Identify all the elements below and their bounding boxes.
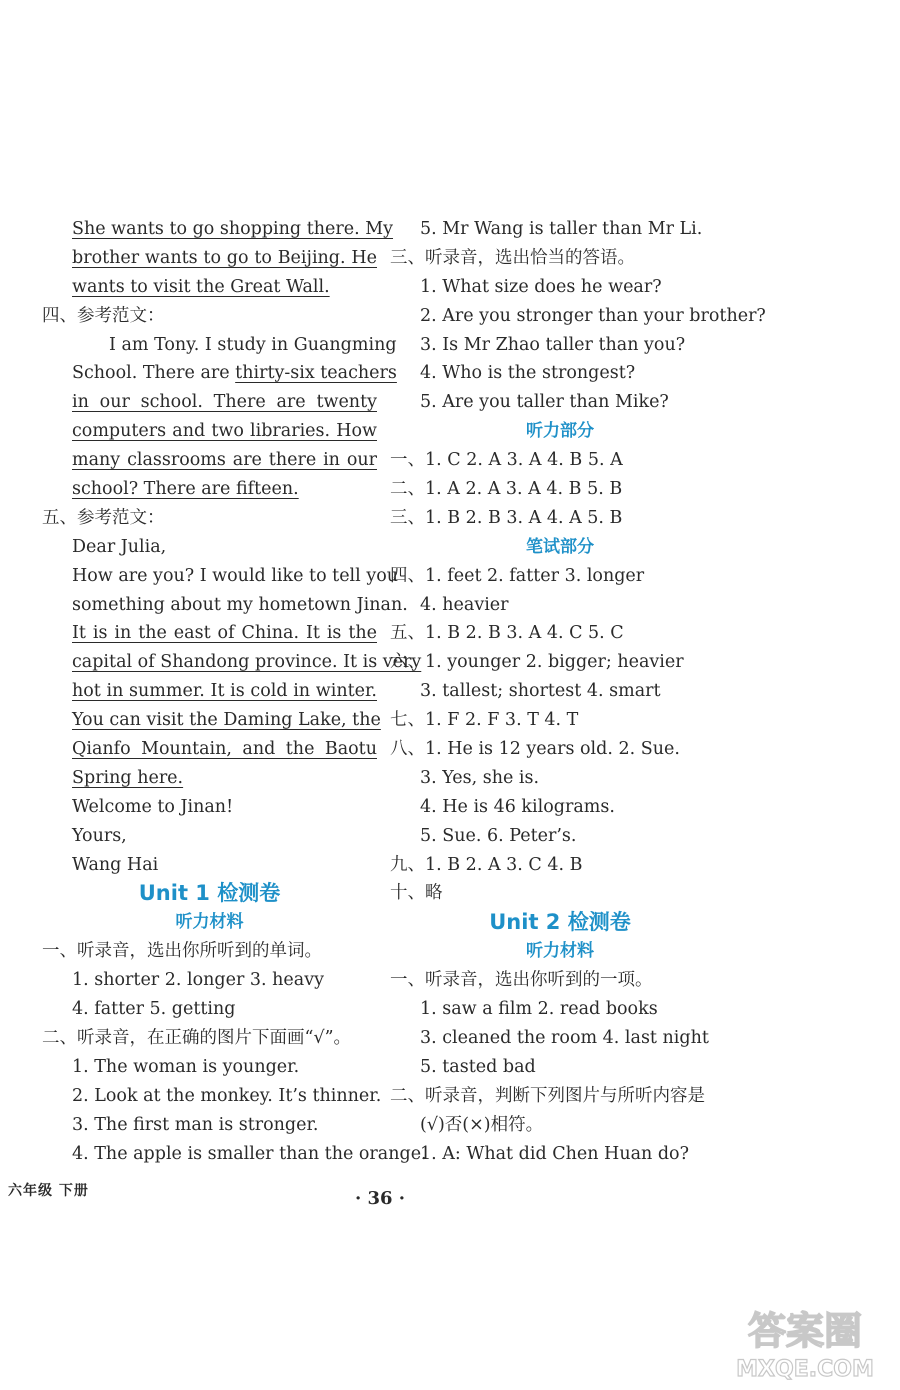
text-line [42,1024,377,1053]
text-line [390,475,730,504]
page-number: · 36 · [354,1188,406,1209]
text-line [390,302,766,331]
text-line [42,995,377,1024]
text-line [42,648,422,677]
line-text: 听力材料 [526,941,594,962]
text-line [42,446,377,475]
grade-label: 六年级 下册 [8,1183,89,1199]
text-line [390,1053,730,1082]
text-line [42,359,397,388]
line-text: Spring here. [72,767,184,788]
line-text: 笔试部分 [526,536,594,557]
line-text: 1. The woman is younger. [72,1056,300,1077]
line-text: 十、略 [390,883,443,904]
line-text: It is in the east of China. It is the [72,623,377,644]
line-text: 4. heavier [420,594,509,615]
text-line [42,331,397,360]
line-text: Dear Julia, [72,536,167,557]
line-text: in our school. There are twenty [72,392,377,413]
text-line [42,937,377,966]
text-line [42,619,377,648]
text-line [390,1024,730,1053]
text-line [42,215,394,244]
line-text: She wants to go shopping there. My [72,219,394,239]
line-text: 五、1. B 2. B 3. A 4. C 5. C [390,623,624,644]
line-text: 3. tallest; shortest 4. smart [420,681,661,702]
line-text: 1. saw a film 2. read books [420,999,658,1020]
line-text: 四、1. feet 2. fatter 3. longer [390,565,645,586]
text-line [42,677,377,706]
line-text: Qianfo Mountain, and the Baotu [72,739,377,760]
text-line [390,591,730,620]
text-line [42,793,377,822]
line-text: 三、听录音，选出恰当的答语。 [390,247,635,268]
text-line [42,475,377,504]
line-text: wants to visit the Great Wall. [72,276,330,297]
line-text: 4. The apple is smaller than the orange. [72,1143,427,1164]
line-text: 4. He is 46 kilograms. [420,796,615,817]
line-text: 二、听录音，判断下列图片与所听内容是 [390,1085,705,1106]
line-text: 九、1. B 2. A 3. C 4. B [390,854,583,875]
line-text: 3. The first man is stronger. [72,1114,319,1135]
text-line [42,302,377,331]
section-subtitle [390,417,730,446]
line-text: How are you? I would like to tell you [72,565,399,586]
line-text: 二、1. A 2. A 3. A 4. B 5. B [390,479,623,500]
line-text: Unit 2 检测卷 [489,910,631,935]
line-text: School. There are [72,363,236,384]
text-line [42,417,377,446]
watermark [720,1302,890,1382]
text-line [390,359,730,388]
line-text: school? There are fifteen. [72,479,299,500]
text-line [390,244,730,273]
text-line [390,1111,730,1140]
text-line [390,995,730,1024]
line-text: 2. Look at the monkey. It’s thinner. [72,1085,382,1106]
line-text: 一、听录音，选出你听到的一项。 [390,970,653,991]
section-subtitle [390,533,730,562]
text-line [42,1053,377,1082]
line-text: 三、1. B 2. B 3. A 4. A 5. B [390,507,623,528]
text-line [42,735,377,764]
line-text: 5. Sue. 6. Peter’s. [420,825,577,846]
text-line [42,1082,382,1111]
line-text: Yours, [72,825,127,846]
text-line [390,851,730,880]
text-line [42,851,377,880]
line-text: 1. shorter 2. longer 3. heavy [72,970,324,991]
line-text: computers and two libraries. How [72,421,377,442]
text-line [390,562,730,591]
line-text: 1. What size does he wear? [420,276,662,297]
line-text: 3. Yes, she is. [420,767,540,788]
text-line [390,388,730,417]
text-line [390,677,730,706]
line-text: 1. A: What did Chen Huan do? [420,1143,689,1164]
line-text: Unit 1 检测卷 [138,881,281,906]
text-line [42,244,377,273]
text-line [42,273,377,302]
text-line [390,215,730,244]
line-text: 5. Are you taller than Mike? [420,392,669,413]
line-text: Wang Hai [72,854,159,875]
watermark-url: MXQE.COM [736,1357,874,1382]
watermark-logo-text: 答案圈 [747,1309,863,1353]
section-subtitle [390,937,730,966]
text-line [390,331,730,360]
text-line [390,793,730,822]
text-line [42,822,377,851]
line-text: 听力材料 [175,912,244,933]
line-text: something about my hometown Jinan. [72,594,408,615]
line-text: 四、参考范文： [42,305,165,326]
underlined-text: thirty-six teachers [235,363,397,384]
text-line [42,706,381,735]
line-text: 六、1. younger 2. bigger; heavier [390,652,684,673]
text-line [390,735,730,764]
line-text: 一、听录音，选出你所听到的单词。 [42,941,322,962]
text-line [390,504,730,533]
line-text: 七、1. F 2. F 3. T 4. T [390,710,579,731]
line-text: capital of Shandong province. It is very [72,652,422,673]
line-text: 听力部分 [526,421,594,442]
text-line [42,504,377,533]
text-line [390,1140,730,1169]
text-line [390,764,730,793]
line-text: 一、1. C 2. A 3. A 4. B 5. A [390,450,623,471]
section-title [42,879,377,908]
line-text: many classrooms are there in our [72,450,377,471]
text-line [42,1111,377,1140]
text-line [42,562,399,591]
text-line [390,1082,730,1111]
section-title [390,908,730,937]
text-line [390,446,730,475]
line-text: 二、听录音，在正确的图片下面画“√”。 [42,1027,352,1048]
section-subtitle [42,908,377,937]
line-text: I am Tony. I study in Guangming [109,334,397,355]
line-text: 3. cleaned the room 4. last night [420,1027,709,1048]
line-text: 2. Are you stronger than your brother? [420,305,766,326]
line-text: 八、1. He is 12 years old. 2. Sue. [390,739,680,760]
text-line [390,706,730,735]
text-line [42,533,377,562]
line-text: 4. Who is the strongest? [420,363,636,384]
text-line [42,764,377,793]
line-text: (√)否(×)相符。 [420,1114,544,1135]
text-line [390,966,730,995]
line-text: 五、参考范文： [42,507,165,528]
line-text: 4. fatter 5. getting [72,999,236,1020]
text-line [390,619,730,648]
text-line [390,273,730,302]
line-text: brother wants to go to Beijing. He [72,247,377,268]
text-line [390,822,730,851]
line-text: 5. tasted bad [420,1056,536,1077]
text-line [390,879,730,908]
text-line [42,591,408,620]
right-column [390,215,766,1168]
line-text: Welcome to Jinan! [72,796,234,817]
text-line [390,648,730,677]
line-text: 3. Is Mr Zhao taller than you? [420,334,686,355]
line-text: hot in summer. It is cold in winter. [72,681,377,702]
line-text: 5. Mr Wang is taller than Mr Li. [420,219,703,239]
text-line [42,388,377,417]
text-line [42,966,377,995]
text-line [42,1140,427,1169]
line-text: You can visit the Daming Lake, the [72,710,381,731]
